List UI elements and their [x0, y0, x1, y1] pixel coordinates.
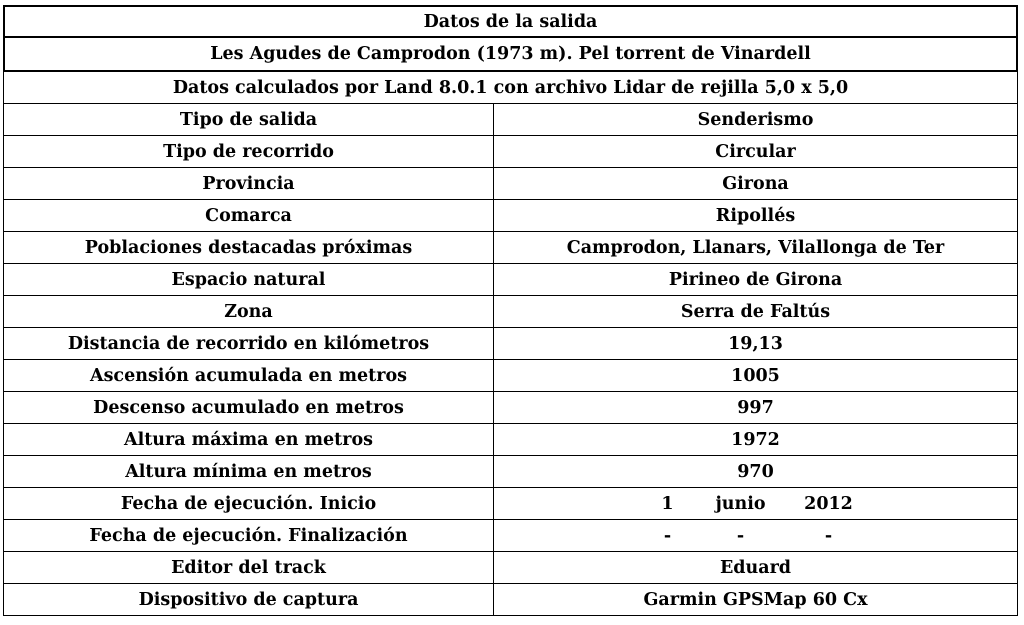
row-value: Ripollés: [715, 205, 796, 226]
table-row: [3, 456, 1018, 488]
table-row: [3, 264, 1018, 296]
route-name: Les Agudes de Camprodon (1973 m). Pel torrent de Vinardell: [3, 38, 1018, 72]
row-label: Distancia de recorrido en kilómetros: [4, 328, 494, 359]
row-label: Espacio natural: [4, 264, 494, 295]
row-value: 1972: [731, 429, 780, 450]
row-label: Editor del track: [4, 552, 494, 583]
row-label: Zona: [4, 296, 494, 327]
start-year: 2012: [804, 493, 853, 514]
table-row: [3, 392, 1018, 424]
row-label: Fecha de ejecución. Inicio: [4, 488, 494, 519]
end-date-value: [653, 526, 859, 546]
row-label: Provincia: [4, 168, 494, 199]
row-label: Comarca: [4, 200, 494, 231]
row-value: Pirineo de Girona: [668, 269, 843, 290]
row-value: 1005: [731, 365, 780, 386]
route-data-table: [3, 5, 1018, 616]
row-value: Girona: [722, 173, 789, 194]
row-value: Circular: [715, 141, 796, 162]
table-row: [3, 328, 1018, 360]
table-title: Datos de la salida: [3, 5, 1018, 38]
row-value: 970: [737, 461, 774, 482]
end-day: -: [663, 525, 672, 546]
row-value: Senderismo: [697, 109, 814, 130]
table-row: [3, 232, 1018, 264]
row-label: Altura máxima en metros: [4, 424, 494, 455]
table-row: [3, 168, 1018, 200]
row-label: Ascensión acumulada en metros: [4, 360, 494, 391]
row-label: Tipo de salida: [4, 104, 494, 135]
row-label: Altura mínima en metros: [4, 456, 494, 487]
row-value: [494, 488, 1017, 519]
table-row-end-date: [3, 520, 1018, 552]
row-label: Poblaciones destacadas próximas: [4, 232, 494, 263]
table-row-start-date: [3, 488, 1018, 520]
row-value: Eduard: [719, 557, 792, 578]
row-label: Dispositivo de captura: [4, 584, 494, 615]
table-row: [3, 136, 1018, 168]
row-label: Fecha de ejecución. Finalización: [4, 520, 494, 551]
end-year: -: [824, 525, 833, 546]
row-value: Garmin GPSMap 60 Cx: [643, 589, 868, 610]
row-label: Descenso acumulado en metros: [4, 392, 494, 423]
row-value: Camprodon, Llanars, Vilallonga de Ter: [566, 237, 945, 258]
row-value: 19,13: [728, 333, 783, 354]
row-label: Tipo de recorrido: [4, 136, 494, 167]
table-row: [3, 360, 1018, 392]
table-row: [3, 424, 1018, 456]
row-value: [494, 520, 1017, 551]
row-value: 997: [737, 397, 774, 418]
table-row: [3, 104, 1018, 136]
data-source-note: Datos calculados por Land 8.0.1 con archivo Lidar de rejilla 5,0 x 5,0: [3, 72, 1018, 104]
table-row: [3, 296, 1018, 328]
table-row: [3, 584, 1018, 616]
start-day: 1: [661, 493, 674, 514]
table-row: [3, 200, 1018, 232]
start-date-value: [653, 494, 859, 514]
row-value: Serra de Faltús: [680, 301, 831, 322]
start-month: junio: [715, 493, 766, 514]
table-row: [3, 552, 1018, 584]
end-month: -: [736, 525, 745, 546]
